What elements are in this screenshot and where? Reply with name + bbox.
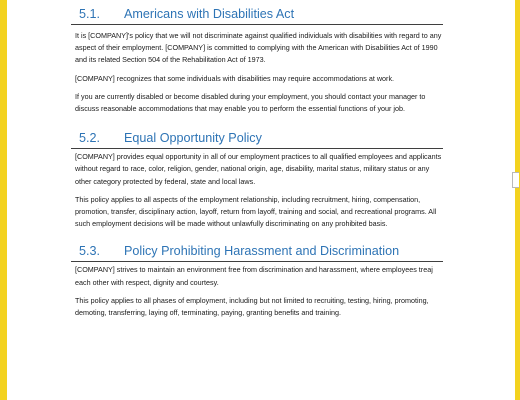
document-content	[71, 0, 443, 319]
paragraph: It is [COMPANY]'s policy that we will not discriminate against qualified individuals with disabilities with regard to any aspect of their employment. [COMPANY] is committed to complying with the American with Disabilities Act of 1990 and its related Section 504 of the Rehabilitation Act of 1973.	[75, 31, 442, 65]
paragraph: This policy applies to all phases of employment, including but not limited to recruiting, testing, hiring, promoting, demoting, transferring, laying off, terminating, paying, granting benefits and training.	[75, 295, 429, 318]
section-heading	[71, 240, 443, 262]
section-5-1	[71, 0, 443, 115]
section-heading	[71, 0, 443, 25]
section-title: Policy Prohibiting Harassment and Discrimination	[124, 244, 400, 259]
document-page	[7, 0, 515, 400]
section-title: Americans with Disabilities Act	[124, 7, 295, 21]
section-number: 5.1.	[79, 7, 101, 21]
section-title: Equal Opportunity Policy	[124, 131, 262, 146]
page-edge-marker	[512, 172, 519, 188]
section-number: 5.3.	[79, 244, 101, 259]
section-number: 5.2.	[79, 131, 101, 146]
section-5-2	[71, 127, 443, 230]
paragraph: If you are currently disabled or become disabled during your employment, you should contact your manager to discuss reasonable accommodations that may enable you to perform the essential functions of your job.	[75, 91, 426, 114]
paragraph: [COMPANY] provides equal opportunity in all of our employment practices to all qualified employees and applicants without regard to race, color, religion, gender, national origin, age, disability, marital status, military status or any other category protected by federal, state and local laws.	[75, 152, 442, 186]
paragraph: This policy applies to all aspects of the employment relationship, including recruitment, hiring, compensation, promotion, transfer, disciplinary action, layoff, return from layoff, training and social, and recreational programs. All such employment decisions will be made without unlawfully discriminating on any prohibited basis.	[75, 194, 437, 229]
section-heading	[71, 127, 443, 149]
paragraph: [COMPANY] strives to maintain an environment free from discrimination and harassment, where employees treaj each other with respect, dignity and courtesy.	[75, 265, 433, 287]
paragraph: [COMPANY] recognizes that some individuals with disabilities may require accommodations at work.	[75, 73, 395, 83]
section-5-3	[71, 240, 443, 319]
